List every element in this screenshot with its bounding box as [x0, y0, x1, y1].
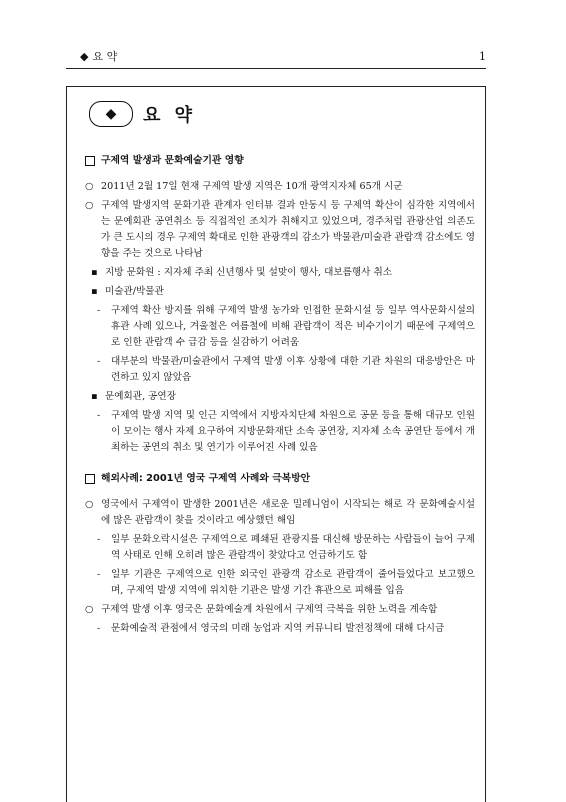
- diamond-icon: ◆: [80, 49, 89, 63]
- section-heading: [85, 153, 475, 169]
- circle-bullet-icon: ○: [85, 604, 94, 615]
- list-item-text: 구제역 발생 이후 영국은 문화예술계 차원에서 구제역 극복을 위한 노력을 계속함: [101, 604, 438, 615]
- section-gap: [79, 459, 475, 471]
- summary-content: [79, 153, 475, 640]
- list-item-text: 영국에서 구제역이 발생한 2001년은 새로운 밀레니엄이 시작되는 해로 각 문화예술시설에 많은 관람객이 찾을 것이라고 예상했던 해임: [101, 499, 475, 526]
- list-item: [79, 602, 475, 618]
- list-item-text: 지방 문화원 : 지자체 주최 신년행사 및 설맞이 행사, 대보름행사 취소: [105, 267, 393, 278]
- square-bullet-icon: ▪: [91, 286, 98, 297]
- list-item: [79, 497, 475, 529]
- list-item-text: 2011년 2월 17일 현재 구제역 발생 지역은 10개 광역지자체 65개 시군: [101, 181, 403, 192]
- list-item-text: 일부 기관은 구제역으로 인한 외국인 관광객 감소로 관람객이 줄어들었다고 보고했으며, 구제역 발생 지역에 위치한 기관은 발생 기간 휴관으로 피해를 입음: [111, 569, 475, 596]
- header-title-text: 요 약: [92, 50, 118, 63]
- list-item-text: 일부 문화오락시설은 구제역으로 폐쇄된 관광지를 대신해 방문하는 사람들이 늘어 구제역 사태로 인해 오히려 많은 관람객이 찾았다고 언급하기도 함: [111, 534, 475, 561]
- section-heading: [85, 471, 475, 487]
- dash-bullet-icon: -: [97, 569, 101, 580]
- header-title: [80, 48, 117, 64]
- list-item: [79, 179, 475, 195]
- list-item: [79, 354, 475, 386]
- circle-bullet-icon: ○: [85, 181, 94, 192]
- list-item: [79, 303, 475, 351]
- list-item-text: 미술관/박물관: [105, 286, 164, 297]
- list-item: [79, 198, 475, 262]
- dash-bullet-icon: -: [97, 410, 101, 421]
- checkbox-square-icon: [85, 156, 95, 166]
- list-item-text: 문화예술적 관점에서 영국의 미래 농업과 지역 커뮤니티 발전정책에 대해 다시금: [111, 623, 445, 634]
- list-item: [79, 532, 475, 564]
- section-heading-text: 구제역 발생과 문화예술기관 영향: [101, 155, 244, 166]
- list-item: [79, 265, 475, 281]
- circle-bullet-icon: ○: [85, 200, 94, 211]
- header-rule: [66, 68, 486, 69]
- page-number: 1: [479, 49, 486, 63]
- section-heading-text: 해외사례: 2001년 영국 구제역 사례와 극복방안: [101, 473, 311, 484]
- section-2: [79, 471, 475, 637]
- list-item-text: 구제역 확산 방지를 위해 구제역 발생 농가와 인접한 문화시설 등 일부 역사문화시설의 휴관 사례 있으나, 겨울철은 여름철에 비해 관람객이 적은 비수기이기 때문에 구제역으로 인한 관람객 수 급감 등을 실감하기 어려움: [111, 305, 475, 348]
- square-bullet-icon: ▪: [91, 267, 98, 278]
- summary-title-text: 요 약: [143, 105, 197, 126]
- diamond-icon: ◆: [105, 106, 117, 122]
- square-bullet-icon: ▪: [91, 391, 98, 402]
- list-item: [79, 408, 475, 456]
- summary-title: [89, 101, 196, 127]
- dash-bullet-icon: -: [97, 356, 101, 367]
- list-item-text: 대부분의 박물관/미술관에서 구제역 발생 이후 상황에 대한 기관 차원의 대응방안은 마련하고 있지 않았음: [111, 356, 475, 383]
- dash-bullet-icon: -: [97, 534, 101, 545]
- list-item-text: 구제역 발생지역 문화기관 관계자 인터뷰 결과 안동시 등 구제역 확산이 심각한 지역에서는 문예회관 공연취소 등 직접적인 조치가 취해지고 있었으며, 경주처럼 관광산업 의존도가 큰 도시의 경우 구제역 확대로 인한 관광객의 감소가 박물관/미술관 관람객 감소에도 영향을 주는 것으로 나타남: [101, 200, 475, 259]
- list-item: [79, 621, 475, 637]
- section-1: [79, 153, 475, 456]
- list-item-text: 구제역 발생 지역 및 인근 지역에서 지방자치단체 차원으로 공문 등을 통해 대규모 인원이 모이는 행사 자제 요구하여 지방문화재단 소속 공연장, 지자체 소속 공연단 등에서 개최하는 공연의 취소 및 연기가 이루어진 사례 있음: [111, 410, 476, 453]
- checkbox-square-icon: [85, 474, 95, 484]
- list-item: [79, 284, 475, 300]
- list-item-text: 문예회관, 공연장: [105, 391, 176, 402]
- list-item: [79, 567, 475, 599]
- dash-bullet-icon: -: [97, 623, 101, 634]
- list-item: [79, 389, 475, 405]
- diamond-pill-icon: [89, 101, 133, 127]
- page-header: [80, 46, 486, 66]
- dash-bullet-icon: -: [97, 305, 101, 316]
- circle-bullet-icon: ○: [85, 499, 94, 510]
- summary-box: [66, 86, 486, 802]
